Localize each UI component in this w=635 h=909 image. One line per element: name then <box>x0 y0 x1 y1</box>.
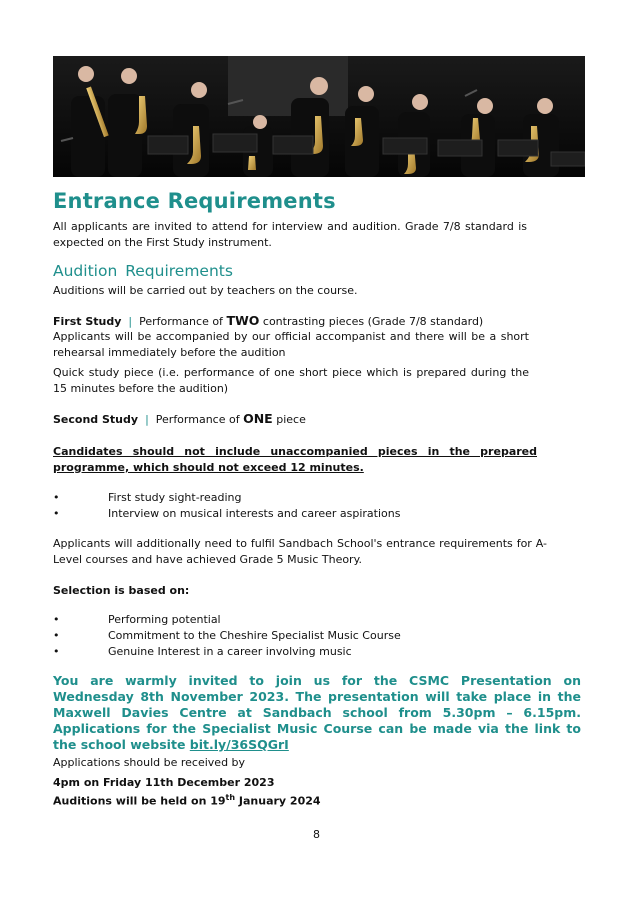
list-item <box>53 644 533 660</box>
second-study-label: Second Study <box>53 413 139 426</box>
ensemble-photo <box>53 56 585 177</box>
separator: | <box>145 413 149 426</box>
first-study-label: First Study <box>53 315 122 328</box>
audition-intro: Auditions will be carried out by teachers on the course. <box>53 284 358 297</box>
presentation-invitation <box>53 673 581 753</box>
first-study-post: contrasting pieces (Grade 7/8 standard) <box>262 315 484 328</box>
deadline-intro: Applications should be received by <box>53 756 246 769</box>
deadline-date: 4pm on Friday 11th December 2023 <box>53 776 275 789</box>
audition-date-text: Auditions will be held on 19 <box>53 794 226 808</box>
second-study-post: piece <box>276 413 306 426</box>
list-item <box>53 506 533 522</box>
first-study-count: TWO <box>226 313 260 328</box>
first-study-pre: Performance of <box>139 315 223 328</box>
candidates-note: Candidates should not include unaccompanied pieces in the prepared programme, which should not exceed 12 minutes. <box>53 445 537 474</box>
bullet-icon: • <box>53 491 60 504</box>
second-study-line <box>53 411 306 428</box>
page-title: Entrance Requirements <box>53 189 336 213</box>
bullet-icon: • <box>53 507 60 520</box>
list-item <box>53 612 533 628</box>
bullet-icon: • <box>53 645 60 658</box>
ordinal-suffix: th <box>225 793 236 802</box>
page-number: 8 <box>313 828 320 841</box>
ensemble-photo-illustration <box>53 56 585 177</box>
first-study-line <box>53 313 483 330</box>
second-study-count: ONE <box>243 411 273 426</box>
audition-date-month: January 2024 <box>235 794 321 808</box>
selection-heading: Selection is based on: <box>53 584 190 597</box>
list-item-text: First study sight-reading <box>108 491 242 504</box>
list-item-text: Performing potential <box>108 613 221 626</box>
audition-heading: Audition Requirements <box>53 262 233 280</box>
application-link[interactable]: bit.ly/36SQGrI <box>189 737 289 752</box>
second-study-pre: Performance of <box>155 413 240 426</box>
bullet-icon: • <box>53 613 60 626</box>
invitation-text: You are warmly invited to join us for the CSMC Presentation on Wednesday 8th November 2023. The presentation will take place in the Maxwell Davies Centre at Sandbach school from 5.30pm – 6.15pm. Applications for the Specialist Music Course can be made via the link to the school website <box>53 673 581 752</box>
audition-date <box>53 790 321 809</box>
list-item <box>53 490 533 506</box>
intro-paragraph: All applicants are invited to attend for interview and audition. Grade 7/8 standard is expected on the First Study instrument. <box>53 220 527 249</box>
separator: | <box>128 315 133 328</box>
accompanist-note: Applicants will be accompanied by our official accompanist and there will be a short rehearsal immediately before the audition <box>53 330 529 359</box>
quick-study-note: Quick study piece (i.e. performance of one short piece which is prepared during the 15 minutes before the audition) <box>53 366 529 395</box>
list-item-text: Commitment to the Cheshire Specialist Music Course <box>108 629 401 642</box>
list-item <box>53 628 533 644</box>
list-item-text: Genuine Interest in a career involving music <box>108 645 352 658</box>
bullet-icon: • <box>53 629 60 642</box>
additional-requirements: Applicants will additionally need to fulfil Sandbach School's entrance requirements for A-Level courses and have achieved Grade 5 Music Theory. <box>53 537 547 566</box>
list-item-text: Interview on musical interests and career aspirations <box>108 507 401 520</box>
